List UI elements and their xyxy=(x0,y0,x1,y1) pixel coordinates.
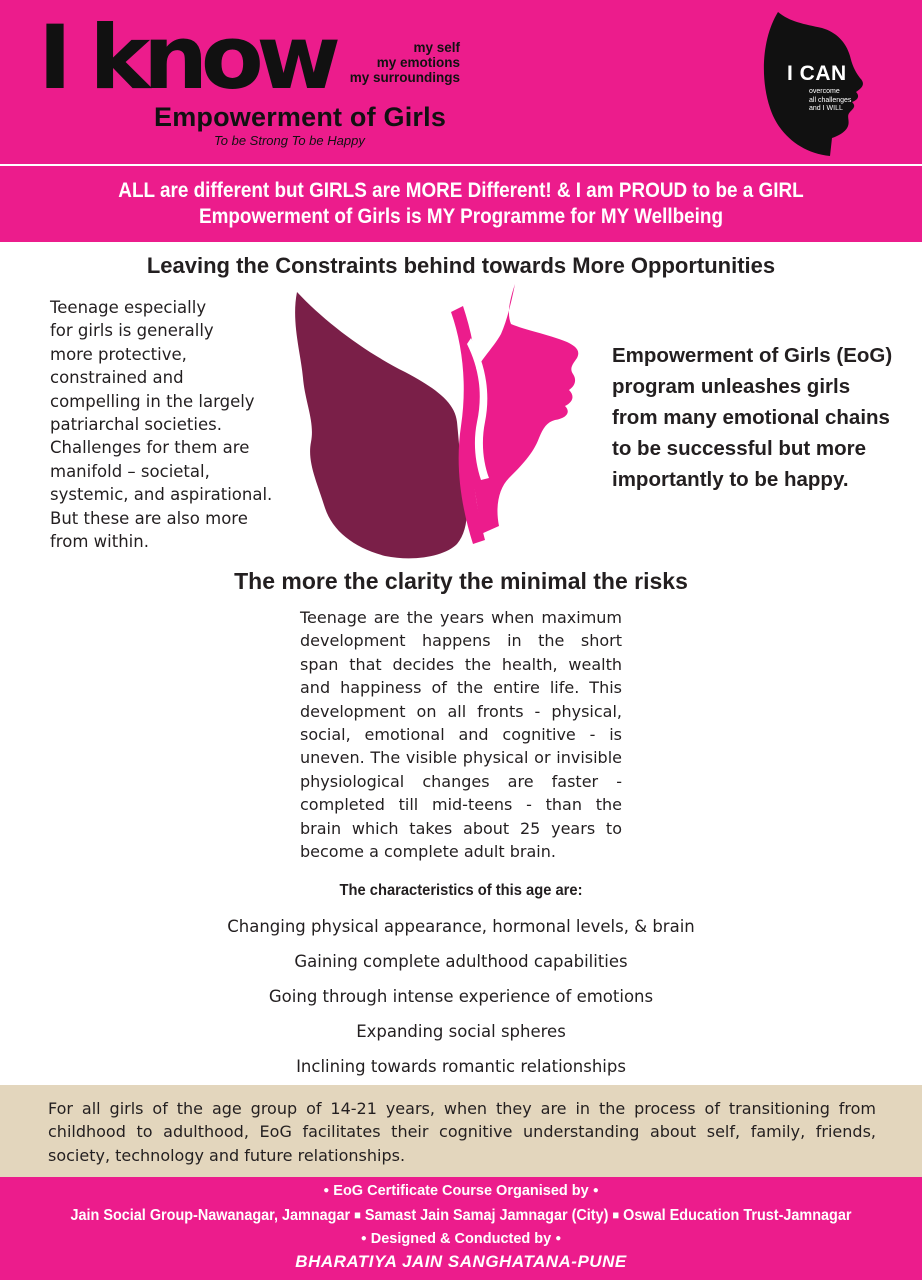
banner xyxy=(0,166,922,242)
text-line: from many emotional chains xyxy=(612,406,890,429)
characteristics-list xyxy=(0,915,922,1090)
list-item: Gaining complete adulthood capabilities xyxy=(294,952,628,971)
text-line: to be successful but more xyxy=(612,437,867,460)
summary-box xyxy=(0,1085,922,1177)
big-title: I know xyxy=(38,6,334,109)
section-heading-constraints: Leaving the Constraints behind towards More Opportunities xyxy=(146,253,776,278)
text-line: physiological changes are faster - xyxy=(300,771,622,791)
logo-line: all challenges xyxy=(809,96,852,104)
text-line: But these are also more xyxy=(50,508,248,528)
text-line: For all girls of the age group of 14-21 years, when they are in the process of transitioning from xyxy=(48,1099,876,1118)
text-line: completed till mid-teens - than the xyxy=(300,795,622,815)
logo-title: I CAN xyxy=(787,62,847,85)
text-line: childhood to adulthood, EoG facilitates their cognitive understanding about self, family, friends, xyxy=(48,1122,876,1142)
logo-line: and I WILL xyxy=(809,105,843,112)
left-paragraph xyxy=(50,296,290,553)
text-line: manifold – societal, xyxy=(50,461,210,481)
program-tagline: To be Strong To be Happy xyxy=(214,133,365,148)
list-item: Inclining towards romantic relationships xyxy=(296,1057,626,1076)
side-line: my self xyxy=(413,40,460,55)
list-item: Going through intense experience of emotions xyxy=(268,987,654,1006)
text-line: development happens in the short xyxy=(300,631,622,651)
text-line: program unleashes girls xyxy=(612,375,851,398)
logo-caption xyxy=(809,88,851,114)
text-line: society, technology and future relationships. xyxy=(48,1145,406,1165)
text-line: compelling in the largely xyxy=(50,391,255,411)
list-item: Changing physical appearance, hormonal levels, & brain xyxy=(227,917,695,936)
organiser-name: Samast Jain Samaj Jamnagar (City) xyxy=(364,1207,609,1224)
title-side-lines xyxy=(350,40,460,85)
text-line: patriarchal societies. xyxy=(50,415,222,435)
text-line: uneven. The visible physical or invisible xyxy=(300,748,622,768)
list-item: Expanding social spheres xyxy=(356,1022,566,1041)
text-line: for girls is generally xyxy=(50,321,214,341)
right-paragraph xyxy=(612,340,902,495)
designer-name: BHARATIYA JAIN SANGHATANA-PUNE xyxy=(295,1252,627,1271)
text-line: importantly to be happy. xyxy=(612,468,849,491)
banner-line-1: ALL are different but GIRLS are MORE Different! & I am PROUD to be a GIRL xyxy=(118,179,804,202)
text-line: social, emotional and cognitive - is xyxy=(300,725,622,745)
program-title: Empowerment of Girls xyxy=(154,102,447,132)
text-line: more protective, xyxy=(50,344,187,364)
side-line: my surroundings xyxy=(349,70,460,85)
text-line: constrained and xyxy=(50,368,184,388)
bullet-icon xyxy=(323,1183,329,1199)
designed-by-line xyxy=(0,1231,922,1247)
organiser-name: Oswal Education Trust-Jamnagar xyxy=(623,1207,852,1224)
header-band xyxy=(0,0,922,164)
organisers-line xyxy=(32,1207,889,1225)
banner-line-2: Empowerment of Girls is MY Programme for MY Wellbeing xyxy=(198,205,724,228)
text-line: Teenage especially xyxy=(50,298,207,317)
designed-by-label: Designed & Conducted by xyxy=(370,1231,552,1247)
characteristics-title: The characteristics of this age are: xyxy=(339,882,583,899)
bullet-icon xyxy=(555,1231,561,1247)
text-line: Teenage are the years when maximum xyxy=(300,608,622,627)
organiser-name: Jain Social Group-Nawanagar, Jamnagar xyxy=(70,1207,351,1224)
text-line: Empowerment of Girls (EoG) xyxy=(612,344,893,367)
bullet-icon xyxy=(593,1183,599,1199)
clarity-paragraph xyxy=(300,606,622,863)
text-line: become a complete adult brain. xyxy=(300,842,556,862)
logo-line: overcome xyxy=(809,88,840,95)
text-line: brain which takes about 25 years to xyxy=(300,818,622,838)
square-bullet-icon: ■ xyxy=(612,1208,620,1222)
footer-band xyxy=(0,1177,922,1280)
bullet-icon xyxy=(361,1231,367,1247)
organised-by-label: EoG Certificate Course Organised by xyxy=(333,1183,589,1199)
section-heading-clarity: The more the clarity the minimal the risks xyxy=(234,568,688,594)
text-line: development on all fronts - physical, xyxy=(300,701,622,721)
text-line: span that decides the health, wealth xyxy=(300,654,622,674)
text-line: and happiness of the entire life. This xyxy=(300,678,622,698)
text-line: systemic, and aspirational. xyxy=(50,485,273,505)
text-line: from within. xyxy=(50,532,149,552)
two-faces-silhouette-icon xyxy=(285,282,585,562)
square-bullet-icon: ■ xyxy=(354,1208,361,1222)
side-line: my emotions xyxy=(376,55,460,70)
organised-by-line xyxy=(0,1183,922,1199)
text-line: Challenges for them are xyxy=(50,438,250,458)
